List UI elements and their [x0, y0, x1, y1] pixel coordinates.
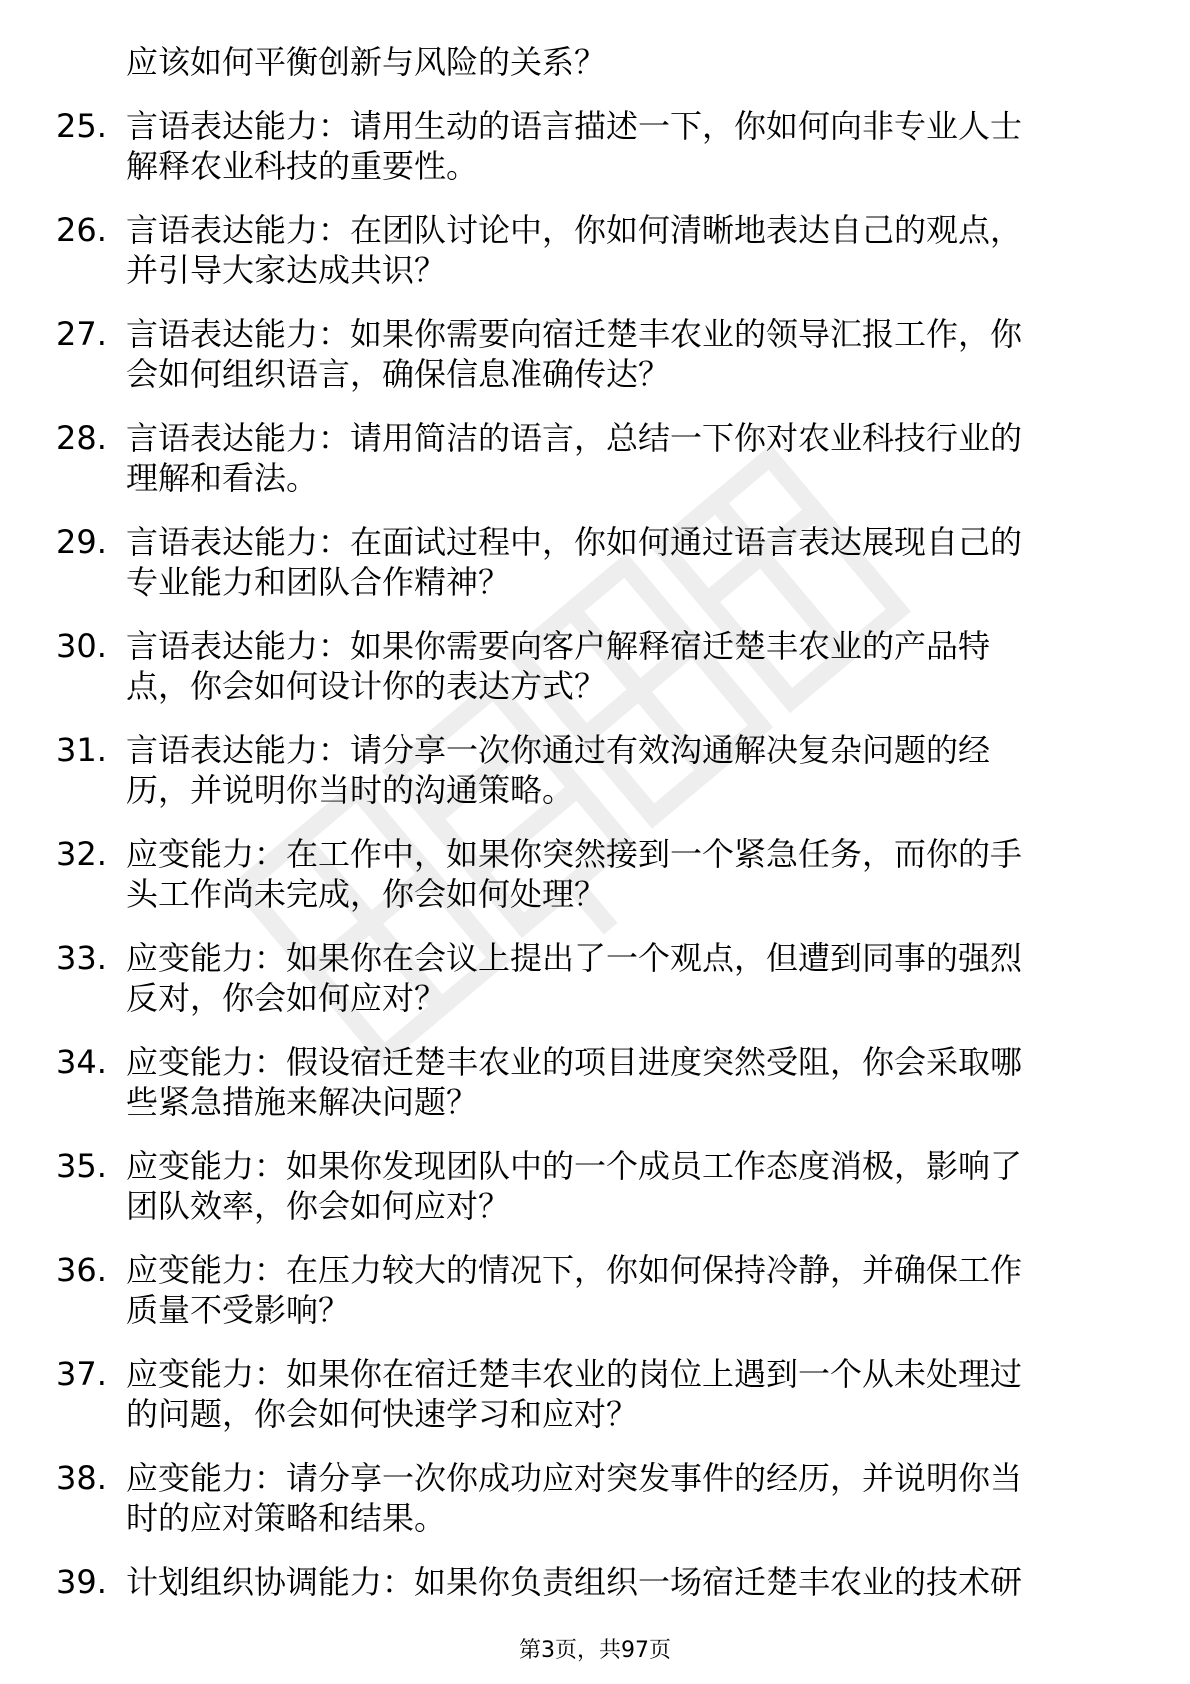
item-text: [126, 1042, 1126, 1122]
item-text: [126, 210, 1126, 290]
item-text-line: 头工作尚未完成，你会如何处理？: [126, 875, 607, 913]
item-text-line: 计划组织协调能力：如果你负责组织一场宿迁楚丰农业的技术研: [126, 1563, 1023, 1601]
list-item: [0, 1354, 1190, 1434]
item-text-line: 言语表达能力：在面试过程中，你如何通过语言表达展现自己的: [126, 523, 1023, 561]
item-text-line: 应变能力：假设宿迁楚丰农业的项目进度突然受阻，你会采取哪: [126, 1043, 1023, 1081]
item-text: [126, 314, 1126, 394]
item-text: [126, 1146, 1126, 1226]
item-text: [126, 522, 1126, 602]
item-text-line: 的问题，你会如何快速学习和应对？: [126, 1395, 639, 1433]
item-number: 39.: [56, 1563, 107, 1601]
item-text-line: 应变能力：如果你在宿迁楚丰农业的岗位上遇到一个从未处理过: [126, 1355, 1023, 1393]
item-text-line: 反对，你会如何应对？: [126, 979, 447, 1017]
item-text-line: 应变能力：在压力较大的情况下，你如何保持冷静，并确保工作: [126, 1251, 1023, 1289]
list-item: [0, 418, 1190, 498]
continuation-line: 应该如何平衡创新与风险的关系？: [126, 43, 607, 81]
item-text-line: 并引导大家达成共识？: [126, 251, 447, 289]
list-item: [0, 1250, 1190, 1330]
item-number: 37.: [56, 1355, 107, 1393]
item-text-line: 言语表达能力：请用简洁的语言，总结一下你对农业科技行业的: [126, 419, 1023, 457]
item-number: 35.: [56, 1147, 107, 1185]
list-item: [0, 1562, 1190, 1602]
item-number: 32.: [56, 835, 107, 873]
item-number: 38.: [56, 1459, 107, 1497]
item-number: 34.: [56, 1043, 107, 1081]
list-item: [0, 210, 1190, 290]
item-text-line: 专业能力和团队合作精神？: [126, 563, 511, 601]
question-list: [0, 42, 1190, 1602]
list-item: [0, 834, 1190, 914]
item-text-line: 些紧急措施来解决问题？: [126, 1083, 479, 1121]
item-number: 27.: [56, 315, 107, 353]
list-item: [0, 938, 1190, 1018]
item-text-line: 应变能力：如果你发现团队中的一个成员工作态度消极，影响了: [126, 1147, 1023, 1185]
item-text-line: 质量不受影响？: [126, 1291, 351, 1329]
list-item: [0, 1458, 1190, 1538]
item-text-line: 理解和看法。: [126, 459, 319, 497]
list-item: [0, 1146, 1190, 1226]
item-number: 28.: [56, 419, 107, 457]
list-item: [0, 106, 1190, 186]
item-text-line: 历，并说明你当时的沟通策略。: [126, 771, 575, 809]
item-text: [126, 1354, 1126, 1434]
item-number: 25.: [56, 107, 107, 145]
list-item: [0, 522, 1190, 602]
item-text-line: 应变能力：请分享一次你成功应对突发事件的经历，并说明你当: [126, 1459, 1023, 1497]
item-text: [126, 418, 1126, 498]
item-text: [126, 1562, 1126, 1602]
item-text-line: 时的应对策略和结果。: [126, 1499, 447, 1537]
list-item: [0, 626, 1190, 706]
item-text: [126, 730, 1126, 810]
item-text-line: 言语表达能力：如果你需要向客户解释宿迁楚丰农业的产品特: [126, 627, 991, 665]
item-number: 33.: [56, 939, 107, 977]
item-text-line: 言语表达能力：在团队讨论中，你如何清晰地表达自己的观点，: [126, 211, 1023, 249]
item-text: [126, 1458, 1126, 1538]
item-text-line: 团队效率，你会如何应对？: [126, 1187, 511, 1225]
item-text-line: 解释农业科技的重要性。: [126, 147, 479, 185]
item-text: [126, 938, 1126, 1018]
list-item: [0, 314, 1190, 394]
item-text-line: 应变能力：如果你在会议上提出了一个观点，但遭到同事的强烈: [126, 939, 1023, 977]
item-text: [126, 626, 1126, 706]
item-number: 26.: [56, 211, 107, 249]
item-text: [126, 106, 1126, 186]
item-text-line: 会如何组织语言，确保信息准确传达？: [126, 355, 671, 393]
item-text: [126, 1250, 1126, 1330]
item-number: 36.: [56, 1251, 107, 1289]
item-text-line: 应变能力：在工作中，如果你突然接到一个紧急任务，而你的手: [126, 835, 1023, 873]
item-text-line: 点，你会如何设计你的表达方式？: [126, 667, 607, 705]
list-item: [0, 730, 1190, 810]
item-number: 31.: [56, 731, 107, 769]
item-text-line: 言语表达能力：请用生动的语言描述一下，你如何向非专业人士: [126, 107, 1023, 145]
page-footer: 第3页，共97页: [519, 1638, 671, 1663]
item-number: 29.: [56, 523, 107, 561]
item-text-line: 言语表达能力：如果你需要向宿迁楚丰农业的领导汇报工作，你: [126, 315, 1023, 353]
item-text-line: 言语表达能力：请分享一次你通过有效沟通解决复杂问题的经: [126, 731, 991, 769]
item-text: [126, 834, 1126, 914]
item-number: 30.: [56, 627, 107, 665]
list-item: [0, 1042, 1190, 1122]
